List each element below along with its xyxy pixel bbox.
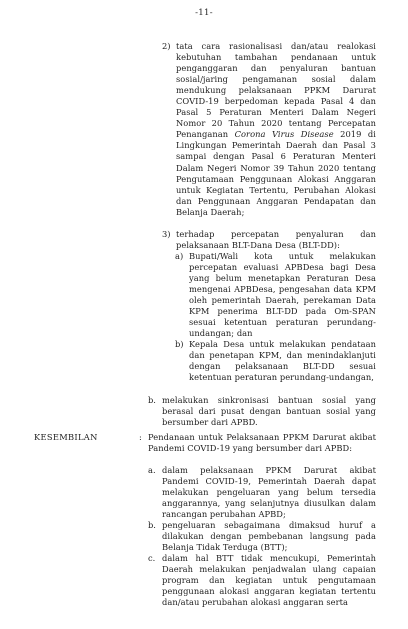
- item-3a-text: Bupati/Wali kota untuk melakukan percepatan evaluasi APBDesa bagi Desa yang belum menetapkan Peraturan Desa mengenai APBDesa, pengesahan data KPM oleh pemerintah Daerah, perekaman Data KPM penerima BLT-DD pada Om-SPAN sesuai ketentuan peraturan perundang-undangan; dan: [189, 251, 376, 339]
- item-3b-text: Kepala Desa untuk melakukan pendataan dan penetapan KPM, dan menindaklanjuti dengan pelaksanaan BLT-DD sesuai ketentuan peraturan perundang-undangan,: [189, 339, 376, 383]
- page-number: -11-: [195, 8, 213, 18]
- item-2-text-a: tata cara rasionalisasi dan/atau realokasi kebutuhan tambahan pendanaan untuk penganggaran dan penyaluran bantuan sosial/jaring pengamanan sosial dalam mendukung pelaksanaan PPKM Darurat COVID-19 berpedoman kepada Pasal 4 dan Pasal 5 Peraturan Menteri Dalam Negeri Nomor 20 Tahun 2020 tentang Percepatan Penanganan: [176, 41, 376, 140]
- kesembilan-colon: :: [139, 432, 142, 442]
- kesembilan-item-a-marker: a.: [148, 465, 156, 475]
- kesembilan-item-a-text: dalam pelaksanaan PPKM Darurat akibat Pandemi COVID-19, Pemerintah Daerah dapat melakukan pengeluaran yang belum tersedia anggarannya, yang selanjutnya diusulkan dalam rancangan perubahan APBD;: [162, 465, 376, 520]
- kesembilan-item-b-marker: b.: [148, 520, 156, 530]
- item-2-text-italic: Corona Virus Disease: [234, 129, 334, 140]
- item-b-text: melakukan sinkronisasi bantuan sosial yang berasal dari pusat dengan bantuan sosial yang bersumber dari APBD.: [162, 395, 376, 428]
- item-2-marker: 2): [162, 41, 171, 51]
- item-3-text: terhadap percepatan penyaluran dan pelaksanaan BLT-Dana Desa (BLT-DD):: [176, 229, 376, 251]
- kesembilan-label: KESEMBILAN: [34, 432, 98, 442]
- kesembilan-item-b-text: pengeluaran sebagaimana dimaksud huruf a dilakukan dengan pembebanan langsung pada Belanja Tidak Terduga (BTT);: [162, 520, 376, 553]
- item-3-marker: 3): [162, 229, 171, 239]
- item-b-marker: b.: [148, 395, 156, 405]
- item-2-text-b: 2019 di Lingkungan Pemerintah Daerah dan Pasal 3 sampai dengan Pasal 6 Peraturan Menteri Dalam Negeri Nomor 39 Tahun 2020 tentang Pengutamaan Penggunaan Alokasi Anggaran untuk Kegiatan Tertentu, Perubahan Alokasi dan Penggunaan Anggaran Pendapatan dan Belanja Daerah;: [176, 129, 376, 217]
- item-3b-marker: b): [175, 339, 184, 349]
- kesembilan-item-c-text: dalam hal BTT tidak mencukupi, Pemerintah Daerah melakukan penjadwalan ulang capaian program dan kegiatan untuk pengutamaan penggunaan alokasi anggaran kegiatan tertentu dan/atau perubahan alokasi anggaran serta: [162, 553, 376, 608]
- item-2-text: [176, 41, 376, 218]
- kesembilan-item-c-marker: c.: [148, 553, 156, 563]
- kesembilan-intro: Pendanaan untuk Pelaksanaan PPKM Darurat akibat Pandemi COVID-19 yang bersumber dari APBD:: [148, 432, 376, 454]
- item-3a-marker: a): [175, 251, 184, 261]
